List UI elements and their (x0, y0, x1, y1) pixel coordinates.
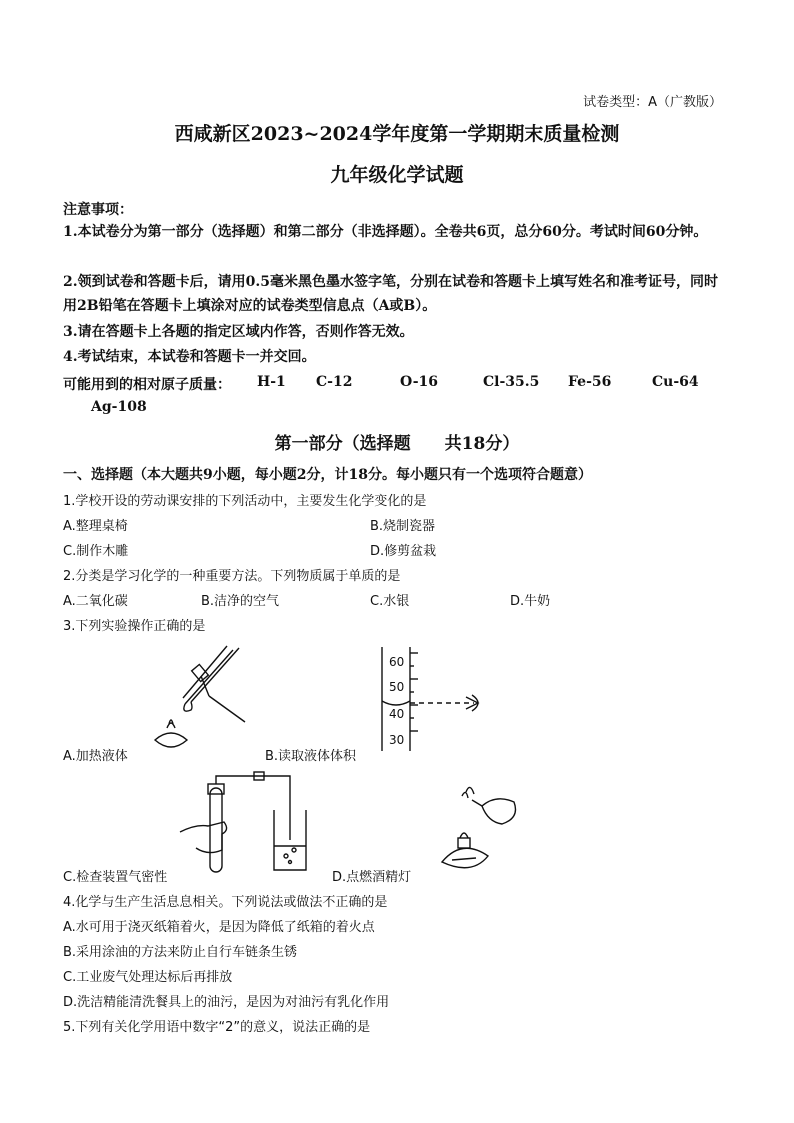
question-3-option-c: C.检查装置气密性 (63, 870, 168, 885)
note-item: 2.领到试卷和答题卡后，请用0.5毫米黑色墨水签字笔，分别在试卷和答题卡上填写姓名和准考证号，同时用2B铅笔在答题卡上填涂对应的试卷类型信息点（A或B）。 (63, 274, 718, 314)
cylinder-tick-label: 60 (389, 655, 405, 669)
cylinder-tick-label: 40 (389, 707, 405, 721)
question-4-option-a: A.水可用于浇灭纸箱着火，是因为降低了纸箱的着火点 (63, 920, 375, 935)
notes-heading: 注意事项： (63, 202, 133, 218)
atomic-mass-row (63, 374, 699, 394)
cylinder-tick-label: 50 (389, 680, 405, 694)
atomic-mass-item: O-16 (400, 374, 439, 390)
atomic-mass-item: H-1 (257, 374, 286, 390)
atomic-mass-item: Fe-56 (568, 374, 612, 390)
exam-title: 西咸新区2023~2024学年度第一学期期末质量检测 (174, 123, 620, 145)
atomic-mass-item: Ag-108 (91, 399, 147, 415)
atomic-mass-item: Cu-64 (652, 374, 699, 390)
question-1-option-a: A.整理桌椅 (63, 519, 128, 534)
exam-subtitle: 九年级化学试题 (330, 164, 464, 186)
question-5-stem: 5.下列有关化学用语中数字“2”的意义，说法正确的是 (63, 1020, 371, 1035)
atomic-mass-label: 可能用到的相对原子质量： (63, 377, 231, 393)
question-3-option-d: D.点燃酒精灯 (332, 870, 412, 885)
question-2-option-b: B.洁净的空气 (201, 594, 280, 609)
section-one-heading: 一、选择题（本大题共9小题，每小题2分，计18分。每小题只有一个选项符合题意） (63, 467, 592, 483)
question-2-stem: 2.分类是学习化学的一种重要方法。下列物质属于单质的是 (63, 569, 401, 584)
question-4-option-c: C.工业废气处理达标后再排放 (63, 970, 233, 985)
question-4-option-b: B.采用涂油的方法来防止自行车链条生锈 (63, 945, 298, 960)
question-1-option-c: C.制作木雕 (63, 544, 129, 559)
paper-type-label: 试卷类型：A（广教版） (583, 95, 722, 110)
question-3-stem: 3.下列实验操作正确的是 (63, 619, 206, 634)
airtightness-check-figure (178, 770, 326, 876)
question-1-option-d: D.修剪盆栽 (370, 544, 437, 559)
note-item: 1.本试卷分为第一部分（选择题）和第二部分（非选择题）。全卷共6页，总分60分。考试时间60分钟。 (63, 224, 708, 240)
question-1-option-b: B.烧制瓷器 (370, 519, 436, 534)
heating-liquid-figure (135, 638, 255, 756)
question-4-option-d: D.洗洁精能清洗餐具上的油污，是因为对油污有乳化作用 (63, 995, 390, 1010)
question-2-option-d: D.牛奶 (510, 594, 551, 609)
question-1-stem: 1.学校开设的劳动课安排的下列活动中，主要发生化学变化的是 (63, 494, 427, 509)
cylinder-tick-label: 30 (389, 733, 405, 747)
note-item: 3.请在答题卡上各题的指定区域内作答，否则作答无效。 (63, 324, 414, 340)
question-3-option-b: B.读取液体体积 (265, 749, 357, 764)
note-item: 4.考试结束，本试卷和答题卡一并交回。 (63, 349, 316, 365)
question-2-option-c: C.水银 (370, 594, 410, 609)
question-4-stem: 4.化学与生产生活息息相关。下列说法或做法不正确的是 (63, 895, 388, 910)
question-3-option-a: A.加热液体 (63, 749, 128, 764)
alcohol-lamp-figure (432, 778, 534, 878)
part-one-title: 第一部分（选择题 共18分） (274, 434, 520, 454)
question-2-option-a: A.二氧化碳 (63, 594, 128, 609)
atomic-mass-item: Cl-35.5 (483, 374, 540, 390)
atomic-mass-item: C-12 (316, 374, 353, 390)
